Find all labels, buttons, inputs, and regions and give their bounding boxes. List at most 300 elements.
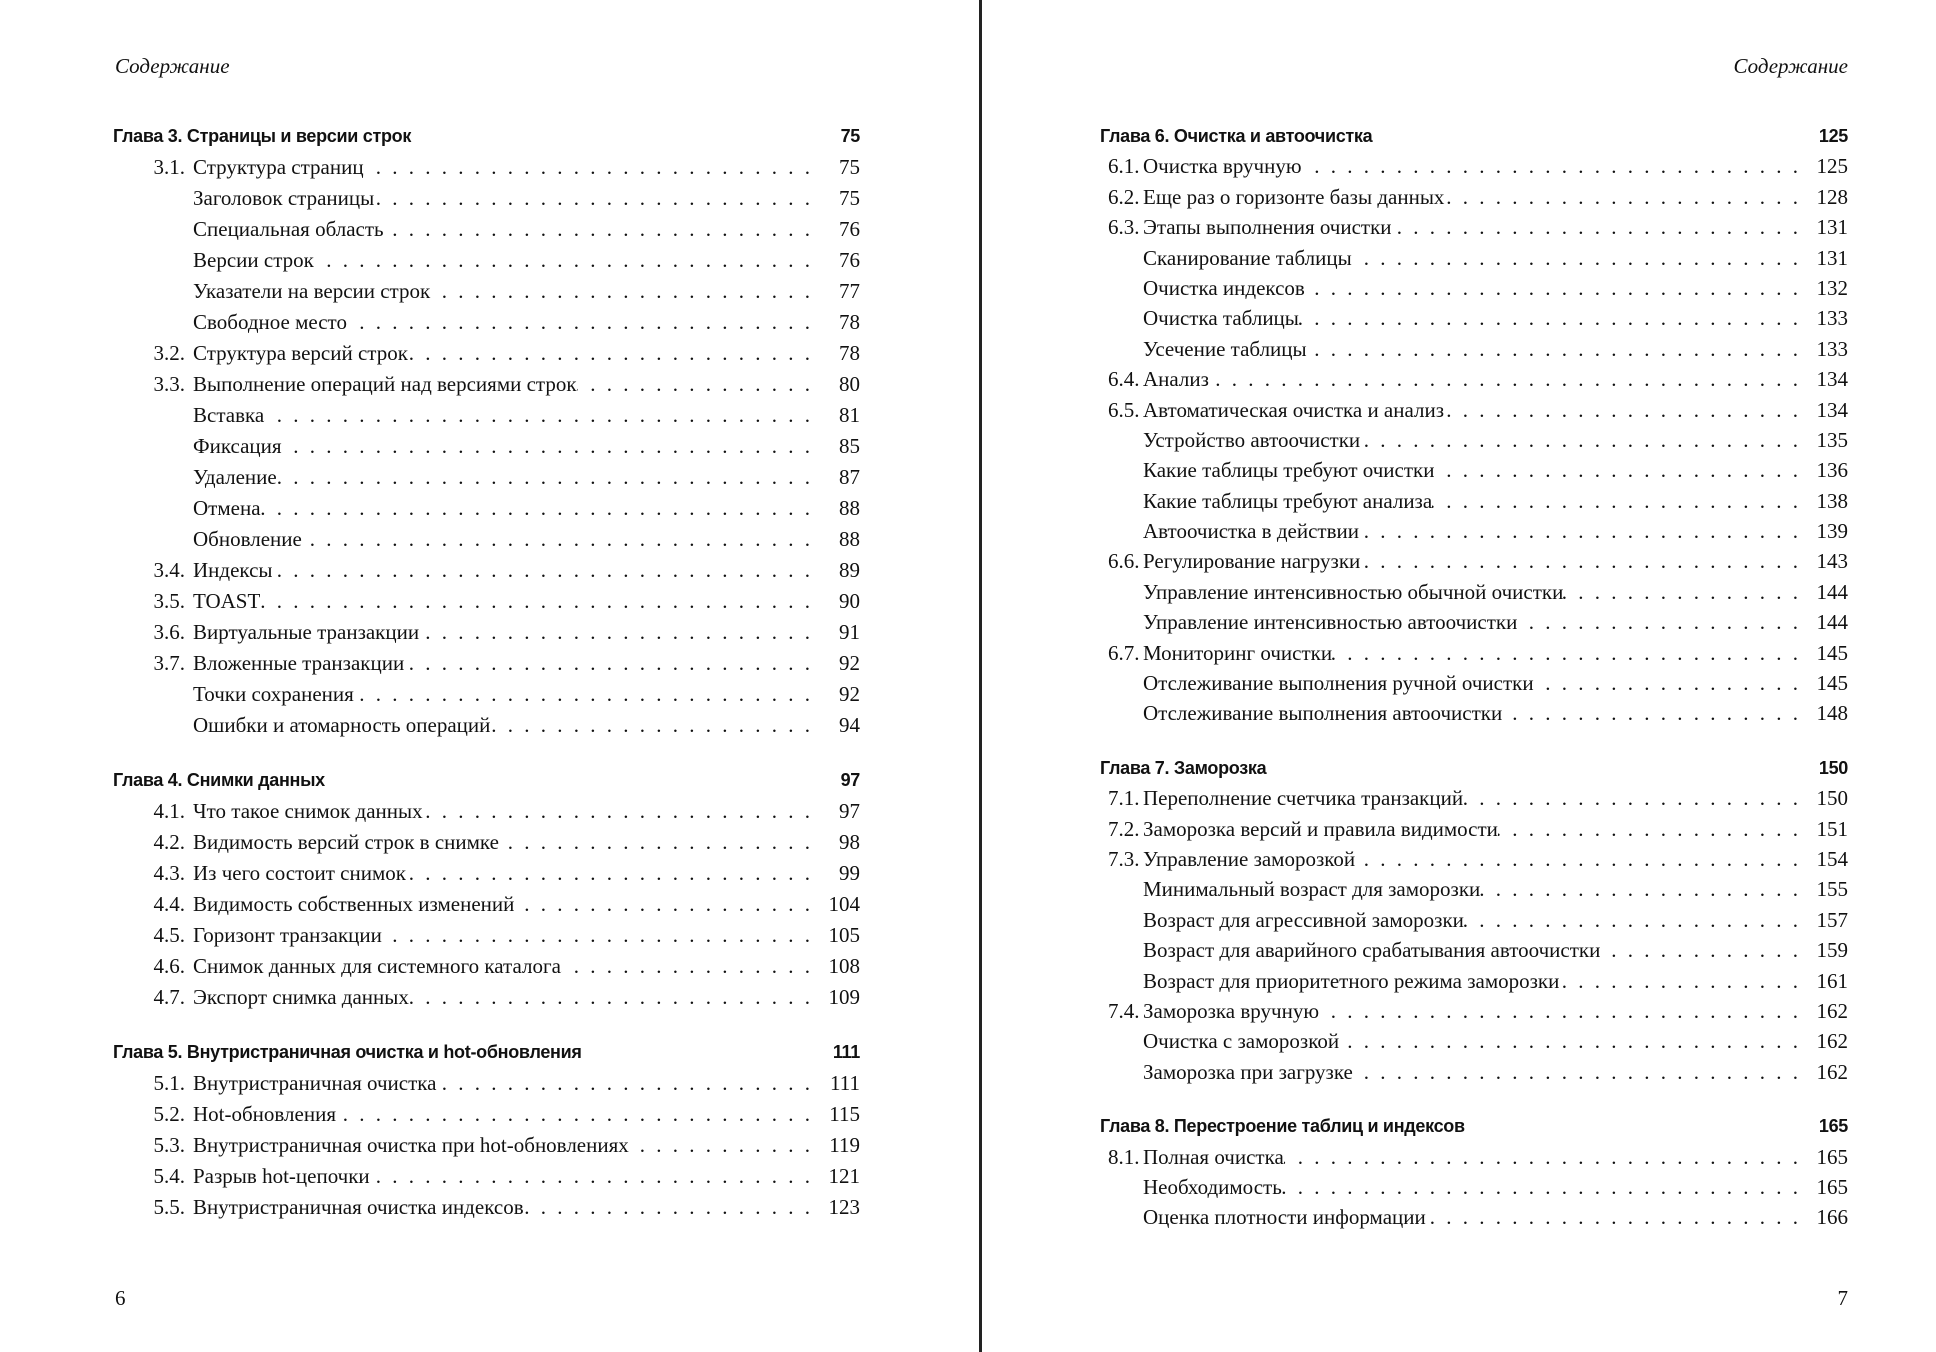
dot-leader <box>1534 668 1804 698</box>
section-title: Разрыв hot-цепочки <box>193 1164 370 1188</box>
chapter-page: 150 <box>1818 757 1848 778</box>
toc-entry[interactable] <box>1108 698 1848 728</box>
section-title: Заморозка версий и правила видимости <box>1143 816 1498 841</box>
section-number: 3.6. <box>153 620 185 644</box>
dot-leader <box>370 1161 816 1192</box>
section-title: Снимок данных для системного каталога <box>193 954 561 978</box>
toc-entry[interactable] <box>143 1068 860 1099</box>
toc-entry[interactable] <box>1108 516 1848 546</box>
chapter-heading[interactable] <box>1100 1111 1848 1141</box>
section-title: Структура страниц <box>193 155 364 179</box>
toc-entry[interactable] <box>143 1192 860 1223</box>
dot-leader <box>1498 814 1804 844</box>
section-number: 5.2. <box>153 1102 185 1126</box>
section-title: Видимость собственных изменений <box>193 892 515 916</box>
dot-leader <box>1502 698 1804 728</box>
section-title: Виртуальные транзакции <box>193 620 420 644</box>
section-title: Очистка вручную <box>1143 154 1302 179</box>
section-number: 4.1. <box>153 799 185 823</box>
running-header: Содержание <box>115 54 230 78</box>
toc-entry[interactable] <box>1108 1142 1848 1172</box>
section-page: 166 <box>1816 1205 1848 1230</box>
toc-entry[interactable] <box>143 710 860 741</box>
chapter-heading[interactable] <box>1100 753 1848 783</box>
dot-leader <box>1463 783 1804 813</box>
section-number <box>1108 1202 1143 1232</box>
section-page: 161 <box>1816 968 1848 993</box>
toc-entry[interactable] <box>143 679 860 710</box>
chapter-title: Глава 8. Перестроение таблиц и индексов <box>1100 1116 1465 1137</box>
section-title: Какие таблицы требуют анализа <box>1143 488 1433 513</box>
section-page: 75 <box>839 186 860 210</box>
dot-leader <box>1392 212 1804 242</box>
section-number <box>1108 698 1143 728</box>
toc-entry[interactable] <box>1108 905 1848 935</box>
running-header: Содержание <box>1733 54 1848 78</box>
toc-entry[interactable] <box>1108 182 1848 212</box>
section-number <box>1108 425 1143 455</box>
section-page: 88 <box>839 496 860 520</box>
dot-leader <box>436 1068 816 1099</box>
section-page: 108 <box>828 954 860 978</box>
toc-entry[interactable] <box>1108 783 1848 813</box>
section-page: 125 <box>1816 154 1848 179</box>
dot-leader <box>302 524 816 555</box>
chapter-title: Глава 5. Внутристраничная очистка и hot-обновления <box>113 1042 582 1062</box>
toc-entry[interactable] <box>143 1130 860 1161</box>
toc-entry[interactable] <box>1108 814 1848 844</box>
dot-leader <box>577 369 816 400</box>
toc-entry[interactable] <box>1108 425 1848 455</box>
section-title: Индексы <box>193 558 273 582</box>
section-title: Фиксация <box>193 434 282 458</box>
toc-entry[interactable] <box>143 1099 860 1130</box>
dot-leader <box>404 648 816 679</box>
section-title: Переполнение счетчика транзакций <box>1143 786 1464 811</box>
section-number <box>1108 273 1143 303</box>
toc-entry[interactable] <box>143 555 860 586</box>
section-page: 85 <box>839 434 860 458</box>
section-number: 3.5. <box>153 589 185 613</box>
section-page: 76 <box>839 248 860 272</box>
section-title: Вставка <box>193 403 265 427</box>
section-number: 3.2. <box>153 341 185 365</box>
section-title: Отслеживание выполнения ручной очистки <box>1143 671 1534 696</box>
chapter-heading[interactable] <box>113 121 860 152</box>
toc-entry[interactable] <box>143 920 860 951</box>
section-page: 155 <box>1816 877 1848 902</box>
toc-entry[interactable] <box>1108 1172 1848 1202</box>
dot-leader <box>277 462 816 493</box>
dot-leader <box>1209 364 1804 394</box>
section-page: 92 <box>839 651 860 675</box>
section-number: 4.4. <box>153 892 185 916</box>
section-page: 87 <box>839 465 860 489</box>
section-number: 6.6. <box>1108 549 1140 574</box>
dot-leader <box>1360 546 1804 576</box>
dot-leader <box>524 1192 816 1223</box>
section-page: 132 <box>1816 275 1848 300</box>
section-title: Мониторинг очистки <box>1143 640 1333 665</box>
section-title: Сканирование таблицы <box>1143 245 1352 270</box>
toc-entry[interactable] <box>1108 668 1848 698</box>
section-title: Минимальный возраст для заморозки <box>1143 877 1481 902</box>
chapter-page: 75 <box>840 126 860 146</box>
toc-entry[interactable] <box>143 648 860 679</box>
toc-entry[interactable] <box>1108 1026 1848 1056</box>
section-page: 157 <box>1816 907 1848 932</box>
dot-leader <box>408 338 816 369</box>
section-number <box>113 679 193 710</box>
section-title: Автоматическая очистка и анализ <box>1143 397 1445 422</box>
toc-entry[interactable] <box>1108 334 1848 364</box>
section-page: 138 <box>1816 488 1848 513</box>
toc-entry[interactable] <box>143 889 860 920</box>
dot-leader <box>1305 273 1804 303</box>
dot-leader <box>1426 1202 1804 1232</box>
section-title: Еще раз о горизонте базы данных <box>1143 184 1445 209</box>
section-title: Ошибки и атомарность операций <box>193 713 491 737</box>
page-gutter-divider <box>979 0 982 1352</box>
section-page: 88 <box>839 527 860 551</box>
section-page: 134 <box>1816 367 1848 392</box>
section-number: 7.1. <box>1108 786 1140 811</box>
section-number <box>113 245 193 276</box>
section-page: 90 <box>839 589 860 613</box>
section-title: Оценка плотности информации <box>1143 1205 1426 1230</box>
section-title: Очистка таблицы <box>1143 306 1299 331</box>
section-page: 144 <box>1816 610 1848 635</box>
toc-entry[interactable] <box>143 400 860 431</box>
section-page: 165 <box>1816 1144 1848 1169</box>
section-page: 89 <box>839 558 860 582</box>
section-number: 5.3. <box>153 1133 185 1157</box>
section-title: Внутристраничная очистка <box>193 1071 437 1095</box>
section-title: Усечение таблицы <box>1143 336 1307 361</box>
dot-leader <box>1302 151 1804 181</box>
dot-leader <box>1319 996 1804 1026</box>
section-number <box>1108 607 1143 637</box>
toc-entry[interactable] <box>1108 996 1848 1026</box>
dot-leader <box>347 307 816 338</box>
section-number: 6.7. <box>1108 640 1140 665</box>
section-page: 109 <box>828 985 860 1009</box>
section-number: 4.6. <box>153 954 185 978</box>
section-page: 150 <box>1816 786 1848 811</box>
dot-leader <box>1355 844 1804 874</box>
dot-leader <box>1299 303 1804 333</box>
section-number: 3.7. <box>153 651 185 675</box>
toc-entry[interactable] <box>143 858 860 889</box>
chapter-heading[interactable] <box>113 1037 860 1068</box>
dot-leader <box>273 555 816 586</box>
section-page: 98 <box>839 830 860 854</box>
section-title: Видимость версий строк в снимке <box>193 830 499 854</box>
dot-leader <box>1517 607 1804 637</box>
dot-leader <box>364 152 816 183</box>
section-title: Что такое снимок данных <box>193 799 423 823</box>
table-of-contents <box>113 121 860 1223</box>
section-title: Точки сохранения <box>193 682 354 706</box>
section-number <box>1108 486 1143 516</box>
toc-entry[interactable] <box>1108 874 1848 904</box>
dot-leader <box>354 679 816 710</box>
page-number: 6 <box>115 1286 126 1310</box>
section-page: 133 <box>1816 336 1848 361</box>
toc-entry[interactable] <box>143 1161 860 1192</box>
chapter-title: Глава 3. Страницы и версии строк <box>113 126 412 146</box>
section-number <box>113 276 193 307</box>
section-number: 6.4. <box>1108 367 1140 392</box>
chapter-page: 97 <box>840 770 860 790</box>
section-number: 5.5. <box>153 1195 185 1219</box>
dot-leader <box>1339 1026 1804 1056</box>
table-of-contents <box>1100 121 1848 1233</box>
chapter-page: 165 <box>1818 1116 1848 1137</box>
section-page: 165 <box>1816 1174 1848 1199</box>
dot-leader <box>1432 486 1804 516</box>
section-number <box>1108 334 1143 364</box>
section-title: Вложенные транзакции <box>193 651 405 675</box>
section-page: 111 <box>830 1071 860 1095</box>
dot-leader <box>1480 874 1804 904</box>
section-number: 3.3. <box>153 372 185 396</box>
section-page: 145 <box>1816 640 1848 665</box>
section-title: Из чего состоит снимок <box>193 861 406 885</box>
section-page: 105 <box>828 923 860 947</box>
section-number: 6.2. <box>1108 184 1140 209</box>
toc-entry[interactable] <box>1108 1202 1848 1232</box>
dot-leader <box>260 586 816 617</box>
dot-leader <box>423 796 816 827</box>
section-title: Полная очистка <box>1143 1144 1284 1169</box>
section-number: 3.4. <box>153 558 185 582</box>
toc-entry[interactable] <box>143 524 860 555</box>
section-title: Удаление <box>193 465 277 489</box>
section-page: 76 <box>839 217 860 241</box>
toc-entry[interactable] <box>143 338 860 369</box>
section-title: Отмена <box>193 496 261 520</box>
section-number: 5.4. <box>153 1164 185 1188</box>
dot-leader <box>264 400 816 431</box>
section-number <box>1108 905 1143 935</box>
dot-leader <box>1559 966 1804 996</box>
chapter-title: Глава 7. Заморозка <box>1100 757 1267 778</box>
section-page: 131 <box>1816 245 1848 270</box>
section-number: 7.2. <box>1108 816 1140 841</box>
toc-entry[interactable] <box>143 183 860 214</box>
dot-leader <box>382 920 816 951</box>
dot-leader <box>629 1130 816 1161</box>
section-page: 104 <box>828 892 860 916</box>
dot-leader <box>1600 935 1804 965</box>
section-number: 8.1. <box>1108 1144 1140 1169</box>
section-title: Анализ <box>1143 367 1209 392</box>
section-title: Отслеживание выполнения автоочистки <box>1143 701 1503 726</box>
toc-entry[interactable] <box>1108 966 1848 996</box>
section-title: Внутристраничная очистка при hot-обновлениях <box>193 1133 629 1157</box>
toc-entry[interactable] <box>143 307 860 338</box>
toc-entry[interactable] <box>1108 607 1848 637</box>
toc-entry[interactable] <box>1108 455 1848 485</box>
section-title: Версии строк <box>193 248 314 272</box>
chapter-page: 111 <box>832 1042 860 1062</box>
dot-leader <box>1360 425 1804 455</box>
toc-entry[interactable] <box>143 462 860 493</box>
section-page: 80 <box>839 372 860 396</box>
dot-leader <box>490 710 816 741</box>
dot-leader <box>261 493 816 524</box>
section-page: 92 <box>839 682 860 706</box>
dot-leader <box>514 889 816 920</box>
section-title: Этапы выполнения очистки <box>1143 215 1392 240</box>
section-number <box>113 524 193 555</box>
toc-entry[interactable] <box>1108 364 1848 394</box>
toc-entry[interactable] <box>1108 212 1848 242</box>
section-page: 94 <box>839 713 860 737</box>
section-number <box>113 493 193 524</box>
section-page: 131 <box>1816 215 1848 240</box>
toc-entry[interactable] <box>143 796 860 827</box>
toc-entry[interactable] <box>143 152 860 183</box>
section-number <box>1108 303 1143 333</box>
section-number <box>113 462 193 493</box>
toc-entry[interactable] <box>1108 486 1848 516</box>
section-page: 136 <box>1816 458 1848 483</box>
section-number <box>113 400 193 431</box>
section-number <box>1108 1172 1143 1202</box>
toc-entry[interactable] <box>143 982 860 1013</box>
section-title: Горизонт транзакции <box>193 923 382 947</box>
toc-entry[interactable] <box>1108 273 1848 303</box>
section-page: 78 <box>839 341 860 365</box>
section-page: 144 <box>1816 579 1848 604</box>
dot-leader <box>430 276 816 307</box>
toc-entry[interactable] <box>143 493 860 524</box>
section-page: 91 <box>839 620 860 644</box>
toc-entry[interactable] <box>143 276 860 307</box>
toc-entry[interactable] <box>1108 935 1848 965</box>
section-page: 77 <box>839 279 860 303</box>
section-title: Hot-обновления <box>193 1102 336 1126</box>
section-page: 75 <box>839 155 860 179</box>
toc-entry[interactable] <box>143 214 860 245</box>
section-page: 123 <box>828 1195 860 1219</box>
toc-entry[interactable] <box>143 951 860 982</box>
section-number <box>1108 966 1143 996</box>
toc-entry[interactable] <box>1108 844 1848 874</box>
section-page: 143 <box>1816 549 1848 574</box>
dot-leader <box>1332 638 1804 668</box>
toc-entry[interactable] <box>1108 303 1848 333</box>
section-title: Необходимость <box>1143 1174 1282 1199</box>
section-title: Управление заморозкой <box>1143 846 1356 871</box>
section-page: 162 <box>1816 1059 1848 1084</box>
toc-entry[interactable] <box>143 431 860 462</box>
toc-entry[interactable] <box>143 369 860 400</box>
section-page: 121 <box>828 1164 860 1188</box>
section-page: 97 <box>839 799 860 823</box>
dot-leader <box>282 431 816 462</box>
section-title: Управление интенсивностью обычной очистки <box>1143 579 1564 604</box>
toc-entry[interactable] <box>1108 395 1848 425</box>
section-number: 6.1. <box>1108 154 1140 179</box>
section-page: 134 <box>1816 397 1848 422</box>
dot-leader <box>561 951 816 982</box>
section-title: Выполнение операций над версиями строк <box>193 372 577 396</box>
toc-entry[interactable] <box>1108 638 1848 668</box>
right-page <box>1100 0 1848 1352</box>
dot-leader <box>499 827 816 858</box>
section-number: 4.3. <box>153 861 185 885</box>
toc-entry[interactable] <box>143 586 860 617</box>
dot-leader <box>1444 182 1804 212</box>
section-title: Внутристраничная очистка индексов <box>193 1195 524 1219</box>
dot-leader <box>1444 395 1804 425</box>
section-number: 5.1. <box>153 1071 185 1095</box>
dot-leader <box>1359 516 1804 546</box>
chapter-title: Глава 6. Очистка и автоочистка <box>1100 126 1373 146</box>
toc-entry[interactable] <box>1108 1057 1848 1087</box>
chapter-heading[interactable] <box>113 765 860 796</box>
section-number: 6.3. <box>1108 215 1140 240</box>
section-page: 159 <box>1816 938 1848 963</box>
section-number <box>113 431 193 462</box>
dot-leader <box>1352 243 1804 273</box>
section-page: 81 <box>839 403 860 427</box>
toc-entry[interactable] <box>1108 577 1848 607</box>
toc-entry[interactable] <box>1108 243 1848 273</box>
section-title: Автоочистка в действии <box>1143 519 1359 544</box>
section-page: 119 <box>829 1133 860 1157</box>
dot-leader <box>384 214 816 245</box>
section-number: 3.1. <box>153 155 185 179</box>
section-title: Заголовок страницы <box>193 186 375 210</box>
dot-leader <box>336 1099 816 1130</box>
section-title: Свободное место <box>193 310 347 334</box>
dot-leader <box>1353 1057 1804 1087</box>
left-page <box>113 0 860 1352</box>
section-page: 115 <box>829 1102 860 1126</box>
section-number: 4.7. <box>153 985 185 1009</box>
section-page: 154 <box>1816 846 1848 871</box>
section-number: 7.3. <box>1108 846 1140 871</box>
section-number: 6.5. <box>1108 397 1140 422</box>
toc-entry[interactable] <box>143 245 860 276</box>
section-number: 4.2. <box>153 830 185 854</box>
section-title: Устройство автоочистки <box>1143 427 1361 452</box>
dot-leader <box>1284 1142 1804 1172</box>
section-title: Экспорт снимка данных <box>193 985 409 1009</box>
section-page: 148 <box>1816 701 1848 726</box>
toc-entry[interactable] <box>143 617 860 648</box>
dot-leader <box>1434 455 1804 485</box>
toc-entry[interactable] <box>1108 151 1848 181</box>
section-number: 4.5. <box>153 923 185 947</box>
page-number: 7 <box>1837 1286 1848 1310</box>
section-number: 7.4. <box>1108 998 1140 1023</box>
section-page: 135 <box>1816 427 1848 452</box>
section-number <box>1108 243 1143 273</box>
toc-entry[interactable] <box>1108 546 1848 576</box>
dot-leader <box>406 858 816 889</box>
section-number <box>1108 874 1143 904</box>
dot-leader <box>374 183 816 214</box>
section-title: Какие таблицы требуют очистки <box>1143 458 1435 483</box>
section-number <box>113 214 193 245</box>
toc-entry[interactable] <box>143 827 860 858</box>
chapter-heading[interactable] <box>1100 121 1848 151</box>
